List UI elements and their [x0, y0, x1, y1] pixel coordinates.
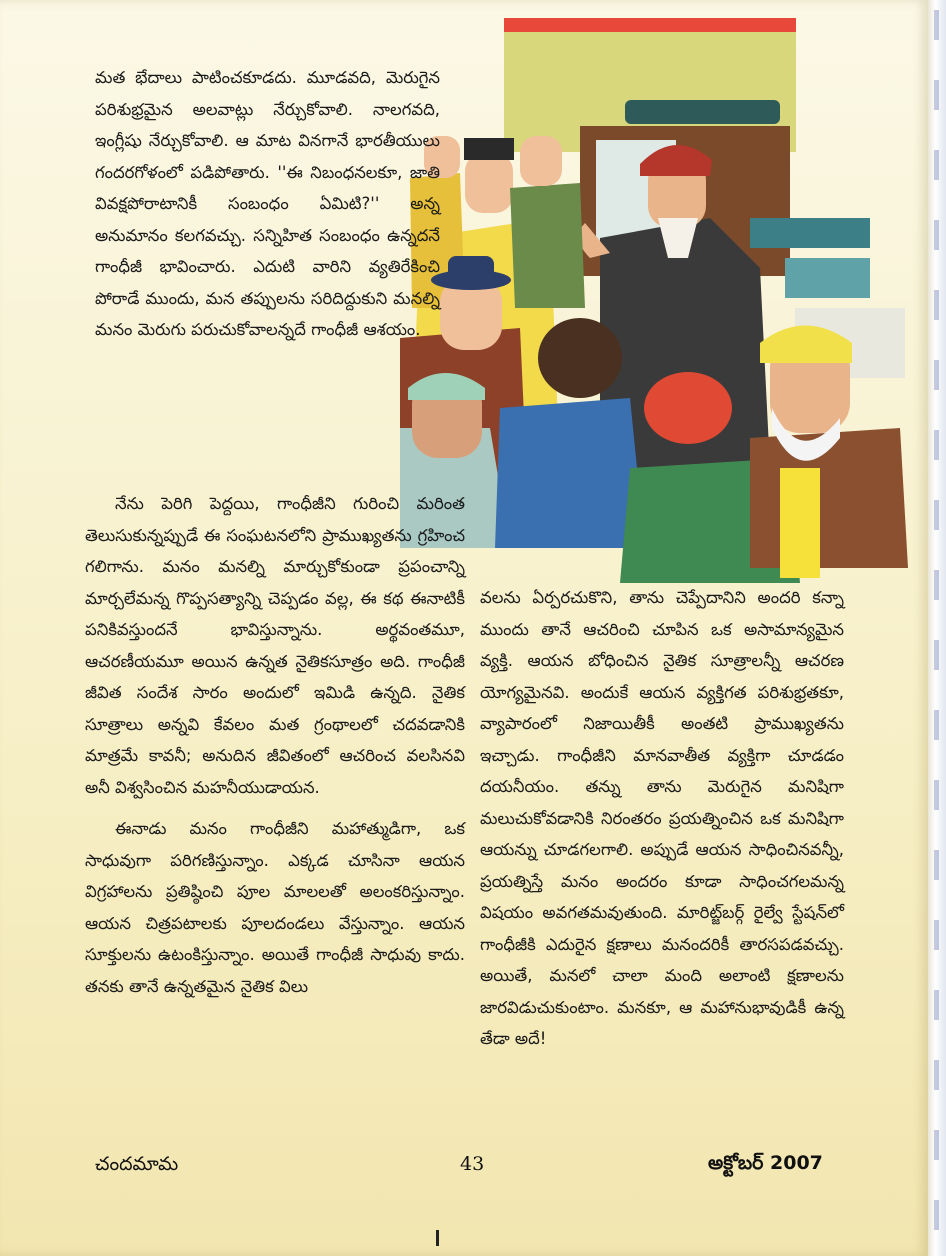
illustration-red-band: [504, 18, 796, 32]
left-column-bottom: [85, 488, 465, 1002]
figure-green-vest: [510, 136, 585, 308]
footer-issue-date: అక్టోబర్ 2007: [708, 1152, 823, 1174]
print-tick-mark: [436, 1230, 439, 1246]
binding-mark: [934, 10, 939, 1240]
illustration-gandhi-office: [400, 8, 912, 588]
paragraph-right: వలను ఏర్పరచుకొని, తాను చెప్పేదానిని అందరి కన్నా ముందు తానే ఆచరించి చూపిన ఒక అసామాన్యమైన వ్యక్తి. ఆయన బోధించిన నైతిక సూత్రాలన్నీ ఆచరణ యోగ్యమైనవి. అందుకే ఆయన వ్యక్తిగత పరిశుభ్రతకూ, వ్యాపారంలో నిజాయితీకీ అంతటి ప్రాముఖ్యతను ఇచ్చాడు. గాంధీజీని మానవాతీత వ్యక్తిగా చూడడం దయనీయం. తన్ను తాను మెరుగైన మనిషిగా మలుచుకోవడానికి నిరంతరం ప్రయత్నించిన ఒక మనిషిగా ఆయన్ను చూడగలగాలి. అప్పుడే ఆయన సాధించినవన్నీ, ప్రయత్నిస్తే మనం అందరం కూడా సాధించగలమన్న విషయం అవగతమవుతుంది. మారిట్జ్‌బర్గ్ రైల్వే స్టేషన్‌లో గాంధీజీకి ఎదురైన క్షణాలు మనందరికీ తారసపడవచ్చు. అయితే, మనలో చాలా మంది అలాంటి క్షణాలను జారవిడుచుకుంటాం. మనకూ, ఆ మహానుభావుడికీ ఉన్న తేడా అదే!: [480, 588, 844, 1048]
footer-page-number: 43: [460, 1153, 485, 1175]
paragraph-left-top: మత భేదాలు పాటించకూడదు. మూడవది, మెరుగైన పరిశుభ్రమైన అలవాట్లు నేర్చుకోవాలి. నాలగవది, ఇంగ్లీషు నేర్చుకోవాలి. ఆ మాట వినగానే భారతీయులు గందరగోళంలో పడిపోతారు. ''ఈ నిబంధనలకూ, జాతి వివక్షపోరాటానికీ సంబంధం ఏమిటి?'' అన్న అనుమానం కలగవచ్చు. సన్నిహిత సంబంధం ఉన్నదనే గాంధీజీ భావించారు. ఎదుటి వారిని వ్యతిరేకించి పోరాడే ముందు, మన తప్పులను సరిదిద్దుకుని మనల్ని మనం మెరుగు పరుచుకోవాలన్నదే గాంధీజీ ఆశయం.: [95, 68, 440, 339]
left-column-top: [95, 62, 440, 346]
footer-magazine-name: చందమామ: [95, 1153, 179, 1175]
paragraph-left-bottom-1: నేను పెరిగి పెద్దయి, గాంధీజీని గురించి మరింత తెలుసుకున్నప్పుడే ఈ సంఘటనలోని ప్రాముఖ్యతను గ్రహించ గలిగాను. మనం మనల్ని మార్చుకోకుండా ప్రపంచాన్ని మార్చలేమన్న గొప్పసత్యాన్ని చెప్పడం వల్ల, ఈ కథ ఈనాటికీ పనికివస్తుందనే భావిస్తున్నాను. అర్థవంతమూ, ఆచరణీయమూ అయిన ఉన్నత నైతికసూత్రం అది. గాంధీజీ జీవిత సందేశ సారం అందులో ఇమిడి ఉన్నది. నైతిక సూత్రాలు అన్నవి కేవలం మత గ్రంథాలలో చదవడానికి మాత్రమే కావనీ; అనుదిన జీవితంలో ఆచరించ వలసినవి అనీ విశ్వసించిన మహనీయుడాయన.: [85, 494, 465, 797]
right-column: [480, 582, 844, 1055]
paragraph-left-bottom-2: ఈనాడు మనం గాంధీజీని మహాత్ముడిగా, ఒక సాధువుగా పరిగణిస్తున్నాం. ఎక్కడ చూసినా ఆయన విగ్రహాలను ప్రతిష్ఠించి పూల మాలలతో అలంకరిస్తున్నాం. ఆయన చిత్రపటాలకు పూలదండలు వేస్తున్నాం. ఆయన సూక్తులను ఉటంకిస్తున్నాం. అయితే గాంధీజీ సాధువు కాదు. తనకు తానే ఉన్నతమైన నైతిక విలు: [85, 819, 465, 996]
